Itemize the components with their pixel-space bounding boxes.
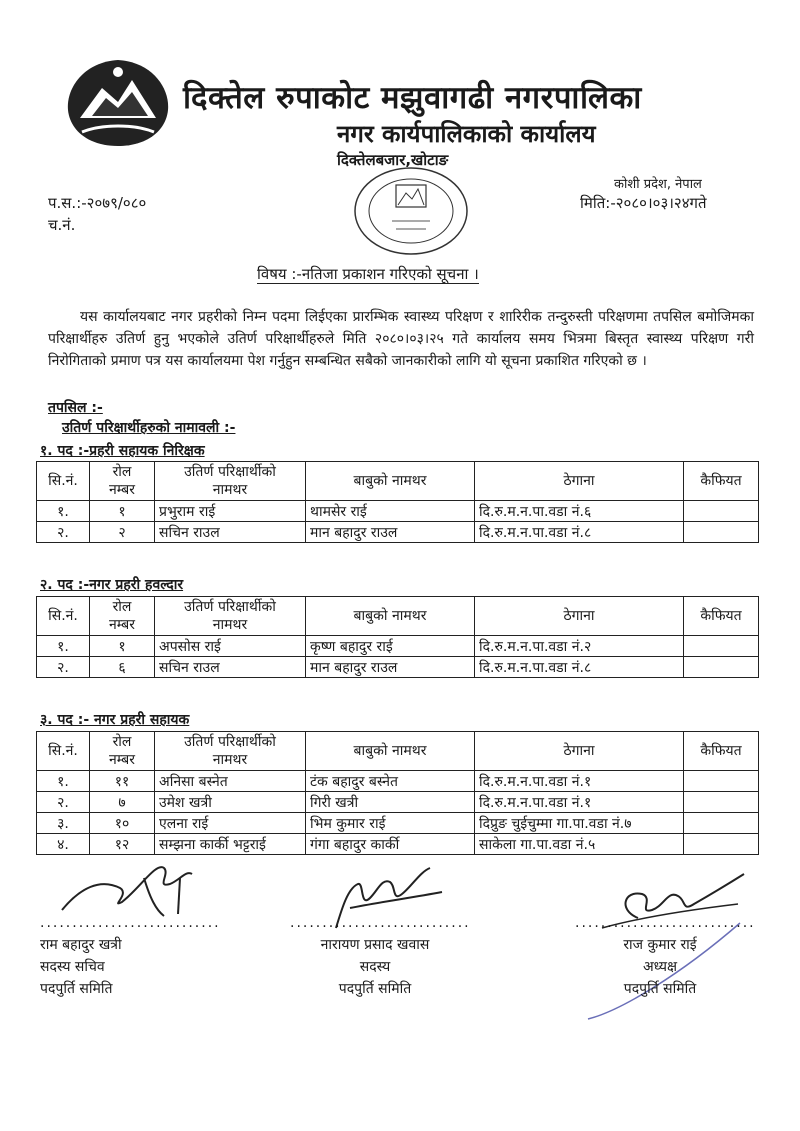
signatory-name: राज कुमार राई (623, 937, 697, 953)
cell-address: दिप्रुङ चुईचुम्मा गा.पा.वडा नं.७ (475, 813, 684, 834)
header-father: बाबुको नामथर (306, 732, 475, 771)
signatory-role: सदस्य सचिव (40, 959, 105, 975)
header-address: ठेगाना (475, 462, 684, 501)
section-title: ३. पद :- नगर प्रहरी सहायक (40, 712, 190, 728)
cell-address: दि.रु.म.न.पा.वडा नं.८ (475, 522, 684, 543)
table-row (37, 834, 759, 855)
signature-left (60, 858, 200, 918)
header-sn: सि.नं. (37, 462, 90, 501)
cell-roll: १२ (90, 834, 155, 855)
signatory-block (575, 912, 756, 1000)
header-sn: सि.नं. (37, 597, 90, 636)
notice-subject: विषय :-नतिजा प्रकाशन गरिएको सूचना । (257, 265, 479, 283)
signatory-block (290, 912, 471, 1000)
header-sn: सि.नं. (37, 732, 90, 771)
cell-sn: १. (37, 501, 90, 522)
table-header-row (37, 597, 759, 636)
cell-remarks (684, 834, 759, 855)
header-name: उतिर्ण परिक्षार्थीको नामथर (155, 462, 306, 501)
table-row (37, 522, 759, 543)
cell-roll: १० (90, 813, 155, 834)
cell-father: कृष्ण बहादुर राई (306, 636, 475, 657)
signatory-role: सदस्य (359, 959, 391, 975)
cell-remarks (684, 522, 759, 543)
results-table (36, 461, 759, 543)
cell-remarks (684, 501, 759, 522)
cell-roll: ११ (90, 771, 155, 792)
reference-number: प.स.:-२०७९/०८० (48, 194, 147, 212)
table-row (37, 657, 759, 678)
cell-name: सचिन राउल (155, 657, 306, 678)
cell-father: थामसेर राई (306, 501, 475, 522)
municipality-name: दिक्तेल रुपाकोट मझुवागढी नगरपालिका (183, 80, 642, 116)
cell-roll: १ (90, 636, 155, 657)
signatory-name: राम बहादुर खत्री (40, 937, 122, 953)
notice-body: यस कार्यालयबाट नगर प्रहरीको निम्न पदमा लिईएका प्रारम्भिक स्वास्थ्य परिक्षण र शारिरीक तन्दुरुस्ती परिक्षणमा तपसिल बमोजिमका परिक्षार्थीहरु उतिर्ण हुनु भएकोले उतिर्ण परिक्षार्थीहरुले मिति २०८०।०३।२५ गते कार्यालय समय भित्रमा बिस्तृत स्वास्थ्य परिक्षण गरी निरोगिताको प्रमाण पत्र यस कार्यालयमा पेश गर्नुहुन सम्बन्धित सबैको जानकारीको लागि यो सूचना प्रकाशित गरिएको छ । (48, 309, 754, 369)
cell-name: अनिसा बस्नेत (155, 771, 306, 792)
cell-sn: ४. (37, 834, 90, 855)
cell-father: गिरी खत्री (306, 792, 475, 813)
cell-name: अपसोस राई (155, 636, 306, 657)
province-label: कोशी प्रदेश, नेपाल (614, 177, 702, 192)
signatory-committee: पदपुर्ति समिति (338, 981, 412, 997)
table-row (37, 636, 759, 657)
header-remarks: कैफियत (684, 597, 759, 636)
signature-line: ............................ (290, 915, 471, 931)
header-remarks: कैफियत (684, 732, 759, 771)
signatory-committee: पदपुर्ति समिति (623, 981, 697, 997)
table-header-row (37, 732, 759, 771)
header-father: बाबुको नामथर (306, 462, 475, 501)
cell-roll: १ (90, 501, 155, 522)
signatory-committee: पदपुर्ति समिति (40, 981, 113, 997)
section-title: २. पद :-नगर प्रहरी हवल्दार (40, 577, 184, 593)
chalani-number: च.नं. (48, 216, 76, 234)
tapasil-label: तपसिल :- (48, 400, 103, 416)
cell-father: गंगा बहादुर कार्की (306, 834, 475, 855)
section-title: १. पद :-प्रहरी सहायक निरिक्षक (40, 443, 205, 459)
cell-remarks (684, 792, 759, 813)
table-header-row (37, 462, 759, 501)
cell-roll: २ (90, 522, 155, 543)
cell-father: भिम कुमार राई (306, 813, 475, 834)
signatory-name: नारायण प्रसाद खवास (320, 937, 430, 953)
office-address: दिक्तेलबजार,खोटाङ (337, 151, 449, 169)
header-address: ठेगाना (475, 732, 684, 771)
cell-name: प्रभुराम राई (155, 501, 306, 522)
cell-sn: १. (37, 771, 90, 792)
header-name: उतिर्ण परिक्षार्थीको नामथर (155, 597, 306, 636)
header-father: बाबुको नामथर (306, 597, 475, 636)
cell-remarks (684, 657, 759, 678)
cell-roll: ७ (90, 792, 155, 813)
cell-father: टंक बहादुर बस्नेत (306, 771, 475, 792)
cell-address: साकेला गा.पा.वडा नं.५ (475, 834, 684, 855)
results-table (36, 596, 759, 678)
table-row (37, 792, 759, 813)
issue-date: मिति:-२०८०।०३।२४गते (580, 194, 707, 212)
table-row (37, 771, 759, 792)
emblem-logo (62, 58, 174, 148)
cell-address: दि.रु.म.न.पा.वडा नं.२ (475, 636, 684, 657)
cell-remarks (684, 813, 759, 834)
cell-father: मान बहादुर राउल (306, 657, 475, 678)
office-name: नगर कार्यपालिकाको कार्यालय (337, 120, 596, 148)
list-heading: उतिर्ण परिक्षार्थीहरुको नामावली :- (62, 420, 236, 436)
cell-roll: ६ (90, 657, 155, 678)
signature-line: ............................ (40, 915, 221, 931)
cell-name: सम्झना कार्की भट्टराई (155, 834, 306, 855)
cell-father: मान बहादुर राउल (306, 522, 475, 543)
cell-name: सचिन राउल (155, 522, 306, 543)
header-roll: रोल नम्बर (90, 597, 155, 636)
cell-address: दि.रु.म.न.पा.वडा नं.८ (475, 657, 684, 678)
header-roll: रोल नम्बर (90, 732, 155, 771)
cell-address: दि.रु.म.न.पा.वडा नं.६ (475, 501, 684, 522)
results-table (36, 731, 759, 855)
header-name: उतिर्ण परिक्षार्थीको नामथर (155, 732, 306, 771)
table-row (37, 813, 759, 834)
cell-address: दि.रु.म.न.पा.वडा नं.१ (475, 792, 684, 813)
cell-remarks (684, 636, 759, 657)
signature-line: ............................ (575, 915, 756, 931)
cell-sn: २. (37, 792, 90, 813)
cell-sn: २. (37, 657, 90, 678)
office-seal (352, 165, 470, 257)
cell-remarks (684, 771, 759, 792)
header-address: ठेगाना (475, 597, 684, 636)
cell-sn: १. (37, 636, 90, 657)
signatory-block (40, 912, 221, 1000)
cell-name: एलना राई (155, 813, 306, 834)
table-row (37, 501, 759, 522)
header-remarks: कैफियत (684, 462, 759, 501)
header-roll: रोल नम्बर (90, 462, 155, 501)
cell-name: उमेश खत्री (155, 792, 306, 813)
signatory-role: अध्यक्ष (642, 959, 678, 975)
cell-sn: २. (37, 522, 90, 543)
cell-address: दि.रु.म.न.पा.वडा नं.१ (475, 771, 684, 792)
cell-sn: ३. (37, 813, 90, 834)
